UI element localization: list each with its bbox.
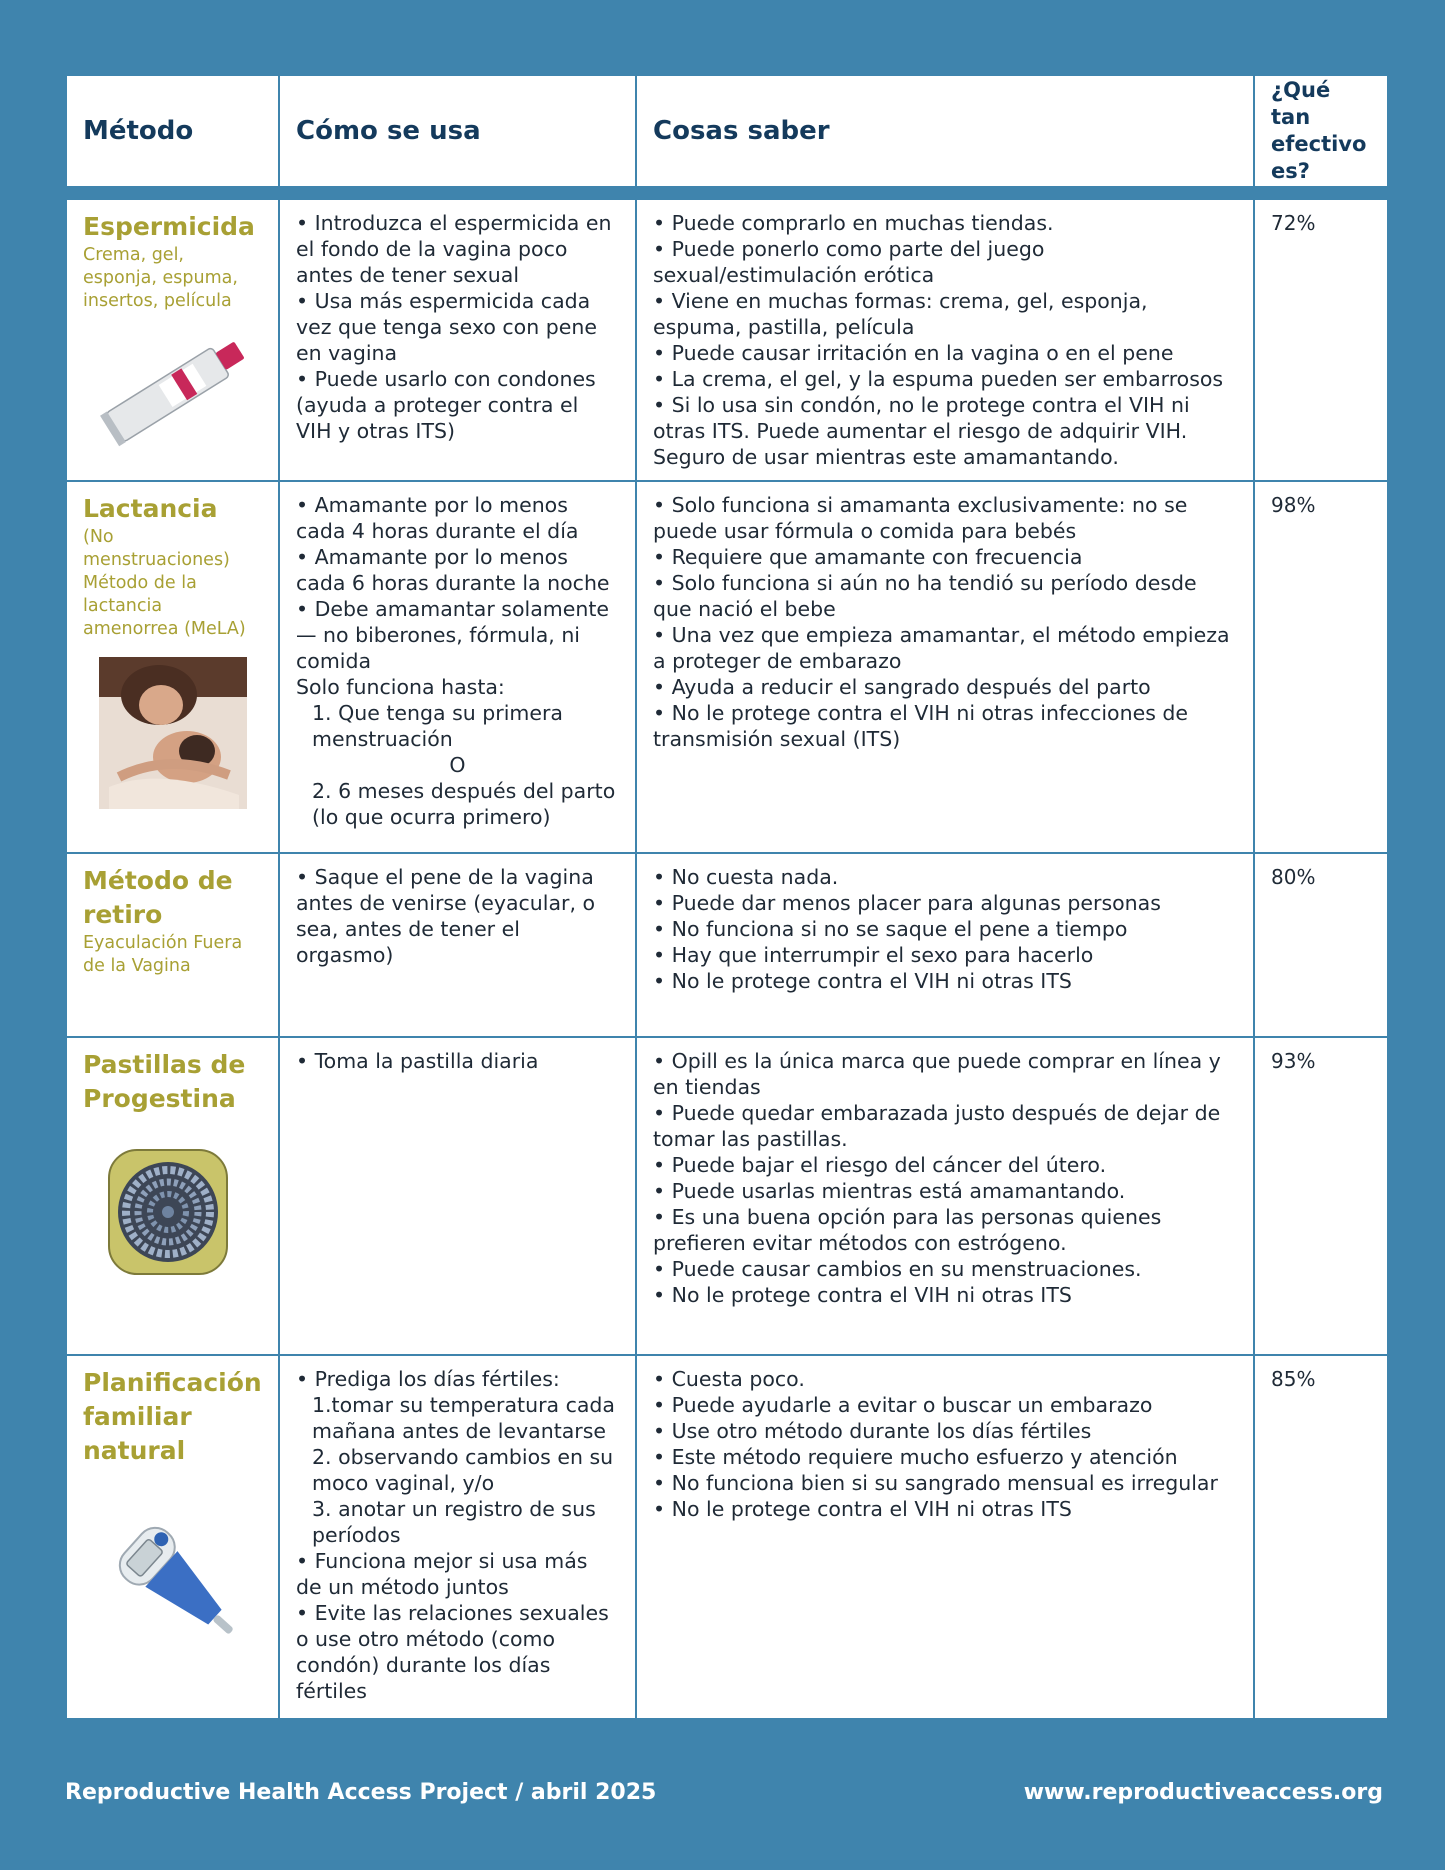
method-table-sheet <box>65 74 1387 1720</box>
know-cell <box>636 481 1254 853</box>
know-item: • Una vez que empieza amamantar, el método empieza a proteger de embarazo <box>653 623 1230 673</box>
know-item: • Puede usarlas mientras está amamantando. <box>653 1179 1126 1203</box>
how-subitem: 1.tomar su temperatura cada mañana antes de levantarse <box>312 1393 615 1443</box>
how-cell <box>279 853 636 1037</box>
spermicide-tube-icon <box>83 329 263 449</box>
know-cell <box>636 1037 1254 1355</box>
table-row <box>66 481 1388 853</box>
effectiveness-cell <box>1254 853 1388 1037</box>
how-item: • Amamante por lo menos cada 6 horas durante la noche <box>296 545 610 595</box>
method-name: Método de retiro <box>83 866 233 929</box>
know-item: • Puede ayudarle a evitar o buscar un embarazo <box>653 1393 1153 1417</box>
method-cell <box>66 193 279 481</box>
know-item: • Ayuda a reducir el sangrado después del parto <box>653 675 1151 699</box>
header-effective: ¿Qué tan efectivo es? <box>1254 75 1388 193</box>
method-name: Lactancia <box>83 494 218 523</box>
know-cell <box>636 193 1254 481</box>
method-name: Espermicida <box>83 212 255 241</box>
know-item: • Opill es la única marca que puede comprar en línea y en tiendas <box>653 1049 1221 1099</box>
know-item: • No le protege contra el VIH ni otras infecciones de transmisión sexual (ITS) <box>653 701 1189 751</box>
method-cell <box>66 1355 279 1719</box>
table-row <box>66 1355 1388 1719</box>
pill-pack-icon <box>103 1142 233 1282</box>
table-row <box>66 853 1388 1037</box>
know-item: • Requiere que amamante con frecuencia <box>653 545 1083 569</box>
know-item: • Use otro método durante los días fértiles <box>653 1419 1092 1443</box>
know-item: • Puede comprarlo en muchas tiendas. <box>653 211 1054 235</box>
how-cell <box>279 481 636 853</box>
how-cell <box>279 1355 636 1719</box>
table-row <box>66 193 1388 481</box>
how-subitem: 3. anotar un registro de sus períodos <box>312 1497 596 1547</box>
breastfeeding-photo-icon <box>99 657 247 809</box>
how-subitem: 1. Que tenga su primera menstruación <box>312 701 563 751</box>
how-item: • Puede usarlo con condones (ayuda a proteger contra el VIH y otras ITS) <box>296 367 596 443</box>
method-cell <box>66 481 279 853</box>
method-name: Planificación familiar natural <box>83 1368 262 1465</box>
how-item: Solo funciona hasta: <box>296 675 505 699</box>
footer-url[interactable]: www.reproductiveaccess.org <box>1023 1780 1383 1805</box>
know-item: • Es una buena opción para las personas quienes prefieren evitar métodos con estrógeno. <box>653 1205 1162 1255</box>
know-item: • Viene en muchas formas: crema, gel, esponja, espuma, pastilla, película <box>653 289 1148 339</box>
table-row <box>66 1037 1388 1355</box>
know-item: • Puede bajar el riesgo del cáncer del útero. <box>653 1153 1107 1177</box>
effectiveness-cell <box>1254 481 1388 853</box>
how-item: • Debe amamantar solamente — no biberones, fórmula, ni comida <box>296 597 610 673</box>
know-item: • No cuesta nada. <box>653 865 839 889</box>
know-item: • Puede quedar embarazada justo después de dejar de tomar las pastillas. <box>653 1101 1221 1151</box>
how-item: • Prediga los días fértiles: <box>296 1367 560 1391</box>
how-item: • Amamante por lo menos cada 4 horas durante el día <box>296 493 579 543</box>
know-item: • Hay que interrumpir el sexo para hacerlo <box>653 943 1094 967</box>
how-cell <box>279 193 636 481</box>
know-item: • Puede causar cambios en su menstruaciones. <box>653 1257 1142 1281</box>
know-item: • La crema, el gel, y la espuma pueden ser embarrosos <box>653 367 1224 391</box>
how-item: • Usa más espermicida cada vez que tenga sexo con pene en vagina <box>296 289 597 365</box>
effectiveness-value: 72% <box>1271 211 1316 235</box>
know-item: • Cuesta poco. <box>653 1367 805 1391</box>
know-item: • Puede ponerlo como parte del juego sexual/estimulación erótica <box>653 237 1045 287</box>
how-subitem: (lo que ocurra primero) <box>312 805 551 829</box>
effectiveness-value: 93% <box>1271 1049 1316 1073</box>
table-header-row <box>66 75 1388 193</box>
how-item: • Evite las relaciones sexuales o use otro método (como condón) durante los días fértiles <box>296 1601 609 1703</box>
how-subitem: 2. 6 meses después del parto <box>312 779 616 803</box>
know-item: • No funciona bien si su sangrado mensual es irregular <box>653 1471 1218 1495</box>
know-item: • Solo funciona si aún no ha tendió su período desde que nació el bebe <box>653 571 1197 621</box>
know-item: • No funciona si no se saque el pene a tiempo <box>653 917 1128 941</box>
header-method: Método <box>66 75 279 193</box>
how-item: • Toma la pastilla diaria <box>296 1049 539 1073</box>
method-subtitle: Eyaculación Fuera de la Vagina <box>83 933 243 976</box>
how-subitem: O <box>449 753 466 777</box>
method-cell <box>66 1037 279 1355</box>
header-how: Cómo se usa <box>279 75 636 193</box>
method-cell <box>66 853 279 1037</box>
method-subtitle: (No menstruaciones) Método de la lactancia amenorrea (MeLA) <box>83 527 246 639</box>
know-cell <box>636 1355 1254 1719</box>
know-item: Seguro de usar mientras este amamantando. <box>653 445 1119 469</box>
effectiveness-value: 98% <box>1271 493 1316 517</box>
thermometer-icon <box>83 1484 263 1664</box>
know-item: • No le protege contra el VIH ni otras ITS <box>653 1497 1072 1521</box>
contraception-methods-table <box>65 74 1389 1720</box>
know-item: • Puede dar menos placer para algunas personas <box>653 891 1161 915</box>
effectiveness-value: 80% <box>1271 865 1316 889</box>
know-item: • Solo funciona si amamanta exclusivamente: no se puede usar fórmula o comida para bebés <box>653 493 1188 543</box>
know-item: • Este método requiere mucho esfuerzo y atención <box>653 1445 1178 1469</box>
how-item: • Funciona mejor si usa más de un método juntos <box>296 1549 588 1599</box>
know-item: • No le protege contra el VIH ni otras ITS <box>653 969 1072 993</box>
method-subtitle: Crema, gel, esponja, espuma, insertos, película <box>83 245 238 311</box>
effectiveness-cell <box>1254 193 1388 481</box>
header-know: Cosas saber <box>636 75 1254 193</box>
method-name: Pastillas de Progestina <box>83 1050 246 1113</box>
know-cell <box>636 853 1254 1037</box>
how-subitem: 2. observando cambios en su moco vaginal, y/o <box>312 1445 614 1495</box>
effectiveness-cell <box>1254 1355 1388 1719</box>
effectiveness-cell <box>1254 1037 1388 1355</box>
how-item: • Saque el pene de la vagina antes de venirse (eyacular, o sea, antes de tener el orgasmo) <box>296 865 596 967</box>
know-item: • Puede causar irritación en la vagina o en el pene <box>653 341 1174 365</box>
how-cell <box>279 1037 636 1355</box>
how-item: • Introduzca el espermicida en el fondo de la vagina poco antes de tener sexual <box>296 211 612 287</box>
effectiveness-value: 85% <box>1271 1367 1316 1391</box>
know-item: • Si lo usa sin condón, no le protege contra el VIH ni otras ITS. Puede aumentar el riesgo de adquirir VIH. <box>653 393 1190 443</box>
footer-credit: Reproductive Health Access Project / abril 2025 <box>65 1780 657 1805</box>
know-item: • No le protege contra el VIH ni otras ITS <box>653 1283 1072 1307</box>
